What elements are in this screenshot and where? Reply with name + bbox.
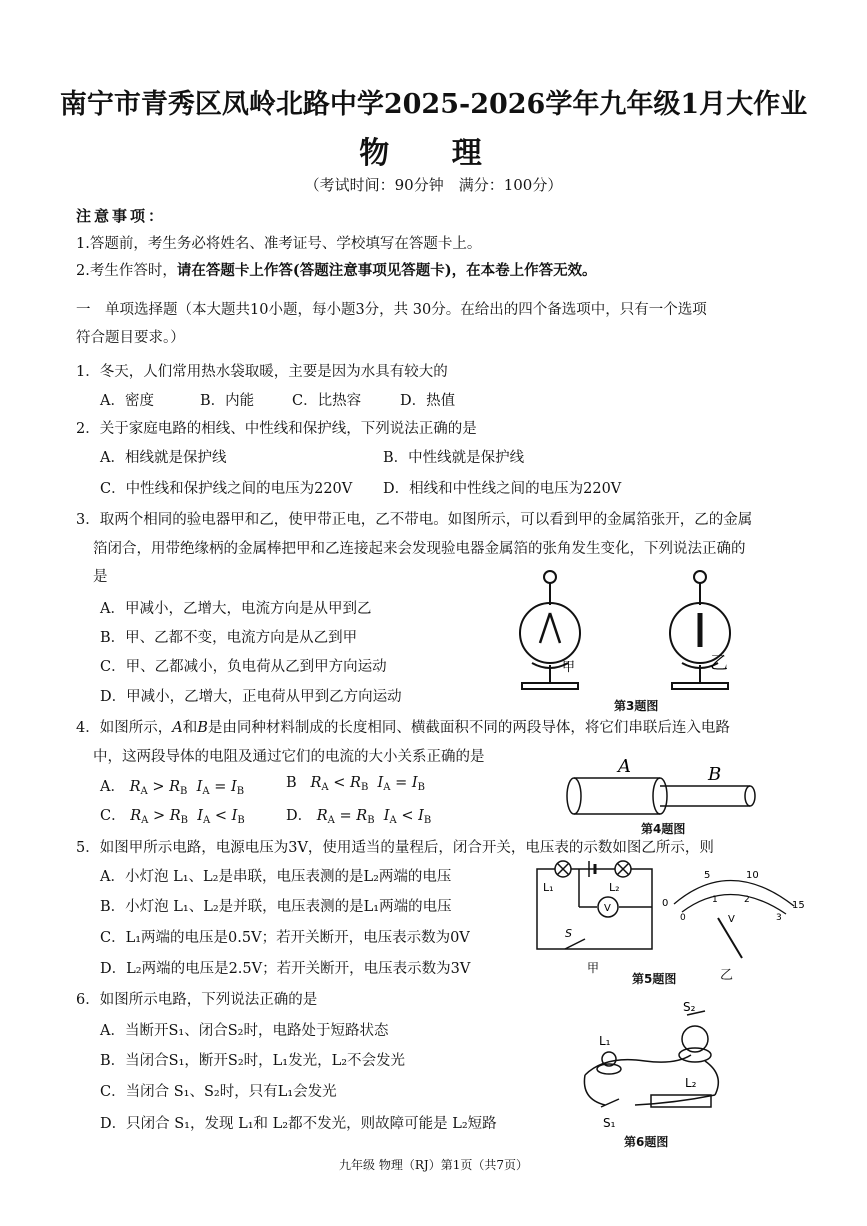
fig-label-yi: 乙 bbox=[710, 653, 728, 674]
q6-option-c: C．当闭合 S₁、S₂时，只有L₁会发光 bbox=[100, 1084, 337, 1100]
fig-l2: L₂ bbox=[609, 881, 620, 894]
q1-stem: 1．冬天，人们常用热水袋取暖，主要是因为水具有较大的 bbox=[76, 364, 448, 380]
notice-heading: 注意事项： bbox=[76, 207, 167, 225]
q4-stem-b: B bbox=[197, 720, 208, 736]
q4-b-r: R bbox=[310, 775, 322, 791]
meter-5: 5 bbox=[704, 870, 711, 881]
notice-item-2-bold: 请在答题卡上作答(答题注意事项见答题卡)，在本卷上作答无效。 bbox=[176, 262, 597, 279]
exam-info: （考试时间：90分钟 满分：100分） bbox=[304, 176, 563, 194]
q4-d-rel: = R bbox=[339, 808, 368, 824]
fig-label-a: A bbox=[618, 756, 631, 777]
q5-stem: 5．如图甲所示电路，电源电压为3V，使用适当的量程后，闭合开关，电压表的示数如图乙所示，则 bbox=[76, 840, 714, 856]
q5-option-d: D．L₂两端的电压是2.5V；若开关断开，电压表示数为3V bbox=[100, 961, 471, 977]
q4-stem-line1 bbox=[76, 716, 730, 737]
q4-a-rel: > R bbox=[152, 779, 181, 795]
q4-c-rel2: < I bbox=[214, 808, 238, 824]
meter-1: 1 bbox=[712, 895, 718, 905]
q3-stem-line1: 3．取两个相同的验电器甲和乙，使甲带正电，乙不带电。如图所示，可以看到甲的金属箔张开，乙的金属 bbox=[76, 512, 753, 528]
q5-figure-yi-label: 乙 bbox=[720, 968, 734, 983]
q3-figure-caption: 第3题图 bbox=[614, 699, 659, 713]
q4-b-letter: B bbox=[286, 775, 297, 791]
meter-3: 3 bbox=[776, 913, 782, 923]
q4-d-r: R bbox=[316, 808, 328, 824]
q4-a-sub1: A bbox=[140, 786, 148, 797]
meter-2: 2 bbox=[744, 895, 750, 905]
q4-stem-pre: 4．如图所示， bbox=[76, 720, 173, 736]
conductor-a bbox=[567, 778, 667, 814]
q1-option-a: A．密度 bbox=[100, 393, 154, 409]
q3-option-a: A．甲减小，乙增大，电流方向是从甲到乙 bbox=[100, 601, 372, 617]
q4-d-i: I bbox=[383, 808, 390, 824]
q3-stem-line3: 是 bbox=[93, 569, 108, 585]
q4-c-r: R bbox=[130, 808, 142, 824]
q4-d-rel2: < I bbox=[401, 808, 424, 824]
q4-b-i: I bbox=[377, 775, 384, 791]
q4-d-sub4: B bbox=[423, 815, 432, 826]
q4-b-sub4: B bbox=[417, 782, 425, 793]
q5-option-b: B．小灯泡 L₁、L₂是并联，电压表测的是L₁两端的电压 bbox=[100, 899, 452, 915]
section-heading-line1: 一 单项选择题（本大题共10小题，每小题3分，共 30分。在给出的四个备选项中，只有一个选项 bbox=[76, 302, 707, 318]
q4-option-a bbox=[100, 775, 244, 797]
q1-option-d: D．热值 bbox=[400, 393, 456, 409]
q4-a-sub4: B bbox=[236, 786, 245, 797]
q4-stem-a: A bbox=[172, 720, 183, 736]
q4-b-rel: < R bbox=[333, 775, 361, 791]
meter-v: V bbox=[728, 914, 735, 925]
q4-d-sub3: A bbox=[389, 815, 397, 826]
meter-15: 15 bbox=[792, 900, 805, 911]
q2-option-a: A．相线就是保护线 bbox=[100, 450, 227, 466]
q6-option-a: A．当断开S₁、闭合S₂时，电路处于短路状态 bbox=[100, 1023, 389, 1039]
q4-a-i: I bbox=[196, 779, 203, 795]
q4-a-sub2: B bbox=[180, 786, 188, 797]
q4-figure-caption: 第4题图 bbox=[641, 822, 686, 836]
q1-option-c: C．比热容 bbox=[292, 393, 362, 409]
q6-option-d: D．只闭合 S₁，发现 L₁和 L₂都不发光，则故障可能是 L₂短路 bbox=[100, 1116, 497, 1132]
q3-option-d: D．甲减小，乙增大，正电荷从甲到乙方向运动 bbox=[100, 689, 402, 705]
q1-option-b: B．内能 bbox=[200, 393, 255, 409]
q3-option-b: B．甲、乙都不变，电流方向是从乙到甲 bbox=[100, 630, 358, 646]
q5-figure-caption: 第5题图 bbox=[632, 972, 677, 986]
meter-0b: 0 bbox=[680, 913, 686, 923]
q4-b-sub3: A bbox=[383, 782, 391, 793]
q2-stem: 2．关于家庭电路的相线、中性线和保护线，下列说法正确的是 bbox=[76, 421, 477, 437]
q4-d-sub2: B bbox=[367, 815, 375, 826]
q6-stem: 6．如图所示电路，下列说法正确的是 bbox=[76, 992, 318, 1008]
q4-option-b bbox=[286, 775, 425, 793]
fig-s1: S₁ bbox=[603, 1116, 616, 1130]
q5-option-c: C．L₁两端的电压是0.5V；若开关断开，电压表示数为0V bbox=[100, 930, 470, 946]
q4-option-d bbox=[286, 804, 431, 826]
fig-label-jia: 甲 bbox=[562, 660, 576, 675]
notice-item-2-text: 2.考生作答时， bbox=[76, 263, 177, 279]
fig-v: V bbox=[604, 903, 611, 914]
q4-a-rel2: = I bbox=[214, 779, 237, 795]
q4-stem-line2: 中，这两段导体的电阻及通过它们的电流的大小关系正确的是 bbox=[93, 749, 485, 765]
subject-title: 物 理 bbox=[359, 136, 508, 171]
q4-a-r: R bbox=[129, 779, 141, 795]
q4-option-c bbox=[100, 804, 245, 826]
q5-figure-voltmeter bbox=[660, 862, 810, 962]
q5-option-a: A．小灯泡 L₁、L₂是串联，电压表测的是L₂两端的电压 bbox=[100, 869, 452, 885]
notice-item-2 bbox=[76, 259, 597, 280]
q4-c-sub1: A bbox=[141, 815, 149, 826]
fig-s2: S₂ bbox=[683, 1000, 696, 1014]
q2-option-c: C．中性线和保护线之间的电压为220V bbox=[100, 481, 353, 497]
meter-10: 10 bbox=[746, 870, 759, 881]
q4-c-i: I bbox=[197, 808, 203, 824]
section-heading-line2: 符合题目要求。） bbox=[76, 330, 185, 346]
fig-l2: L₂ bbox=[685, 1076, 697, 1090]
q5-figure-circuit bbox=[525, 855, 665, 975]
q4-c-sub3: A bbox=[202, 815, 211, 826]
fig-jia: 甲 bbox=[587, 961, 600, 975]
q4-stem-post: 是由同种材料制成的长度相同、横截面积不同的两段导体，将它们串联后连入电路 bbox=[207, 720, 730, 736]
q4-a-sub3: A bbox=[202, 786, 210, 797]
fig-l1: L₁ bbox=[599, 1034, 611, 1048]
q4-b-sub2: B bbox=[360, 782, 369, 793]
conductor-b bbox=[660, 786, 755, 806]
q4-b-rel2: = I bbox=[395, 775, 418, 791]
q6-option-b: B．当闭合S₁，断开S₂时，L₁发光，L₂不会发光 bbox=[100, 1053, 406, 1069]
q6-figure-circuit bbox=[575, 995, 735, 1135]
fig-label-b: B bbox=[708, 764, 722, 785]
q3-stem-line2: 箔闭合，用带绝缘柄的金属棒把甲和乙连接起来会发现验电器金属箔的张角发生变化，下列说法正确的 bbox=[93, 541, 746, 557]
q3-option-c: C．甲、乙都减小，负电荷从乙到甲方向运动 bbox=[100, 659, 387, 675]
q4-c-sub4: B bbox=[237, 815, 245, 826]
q4-c-sub2: B bbox=[180, 815, 189, 826]
q4-a-letter: A． bbox=[100, 779, 125, 795]
q4-figure-conductors bbox=[560, 756, 760, 820]
fig-l1: L₁ bbox=[543, 881, 554, 894]
page-footer: 九年级 物理（RJ）第1页（共7页） bbox=[339, 1158, 528, 1172]
fig-s: S bbox=[565, 927, 572, 940]
q4-d-sub1: A bbox=[327, 815, 335, 826]
meter-0: 0 bbox=[662, 898, 669, 909]
notice-item-1: 1.答题前，考生务必将姓名、准考证号、学校填写在答题卡上。 bbox=[76, 236, 482, 252]
q4-stem-mid: 和 bbox=[182, 720, 198, 736]
q6-figure-caption: 第6题图 bbox=[624, 1135, 669, 1149]
q4-c-letter: C． bbox=[100, 808, 126, 824]
q4-b-sub1: A bbox=[321, 782, 329, 793]
q4-d-letter: D． bbox=[286, 808, 313, 824]
q2-option-b: B．中性线就是保护线 bbox=[383, 450, 525, 466]
q4-c-rel: > R bbox=[152, 808, 181, 824]
q2-option-d: D．相线和中性线之间的电压为220V bbox=[383, 481, 622, 497]
exam-title: 南宁市青秀区凤岭北路中学2025-2026学年九年级1月大作业 bbox=[59, 89, 808, 120]
q3-figure-electroscopes bbox=[510, 565, 750, 695]
